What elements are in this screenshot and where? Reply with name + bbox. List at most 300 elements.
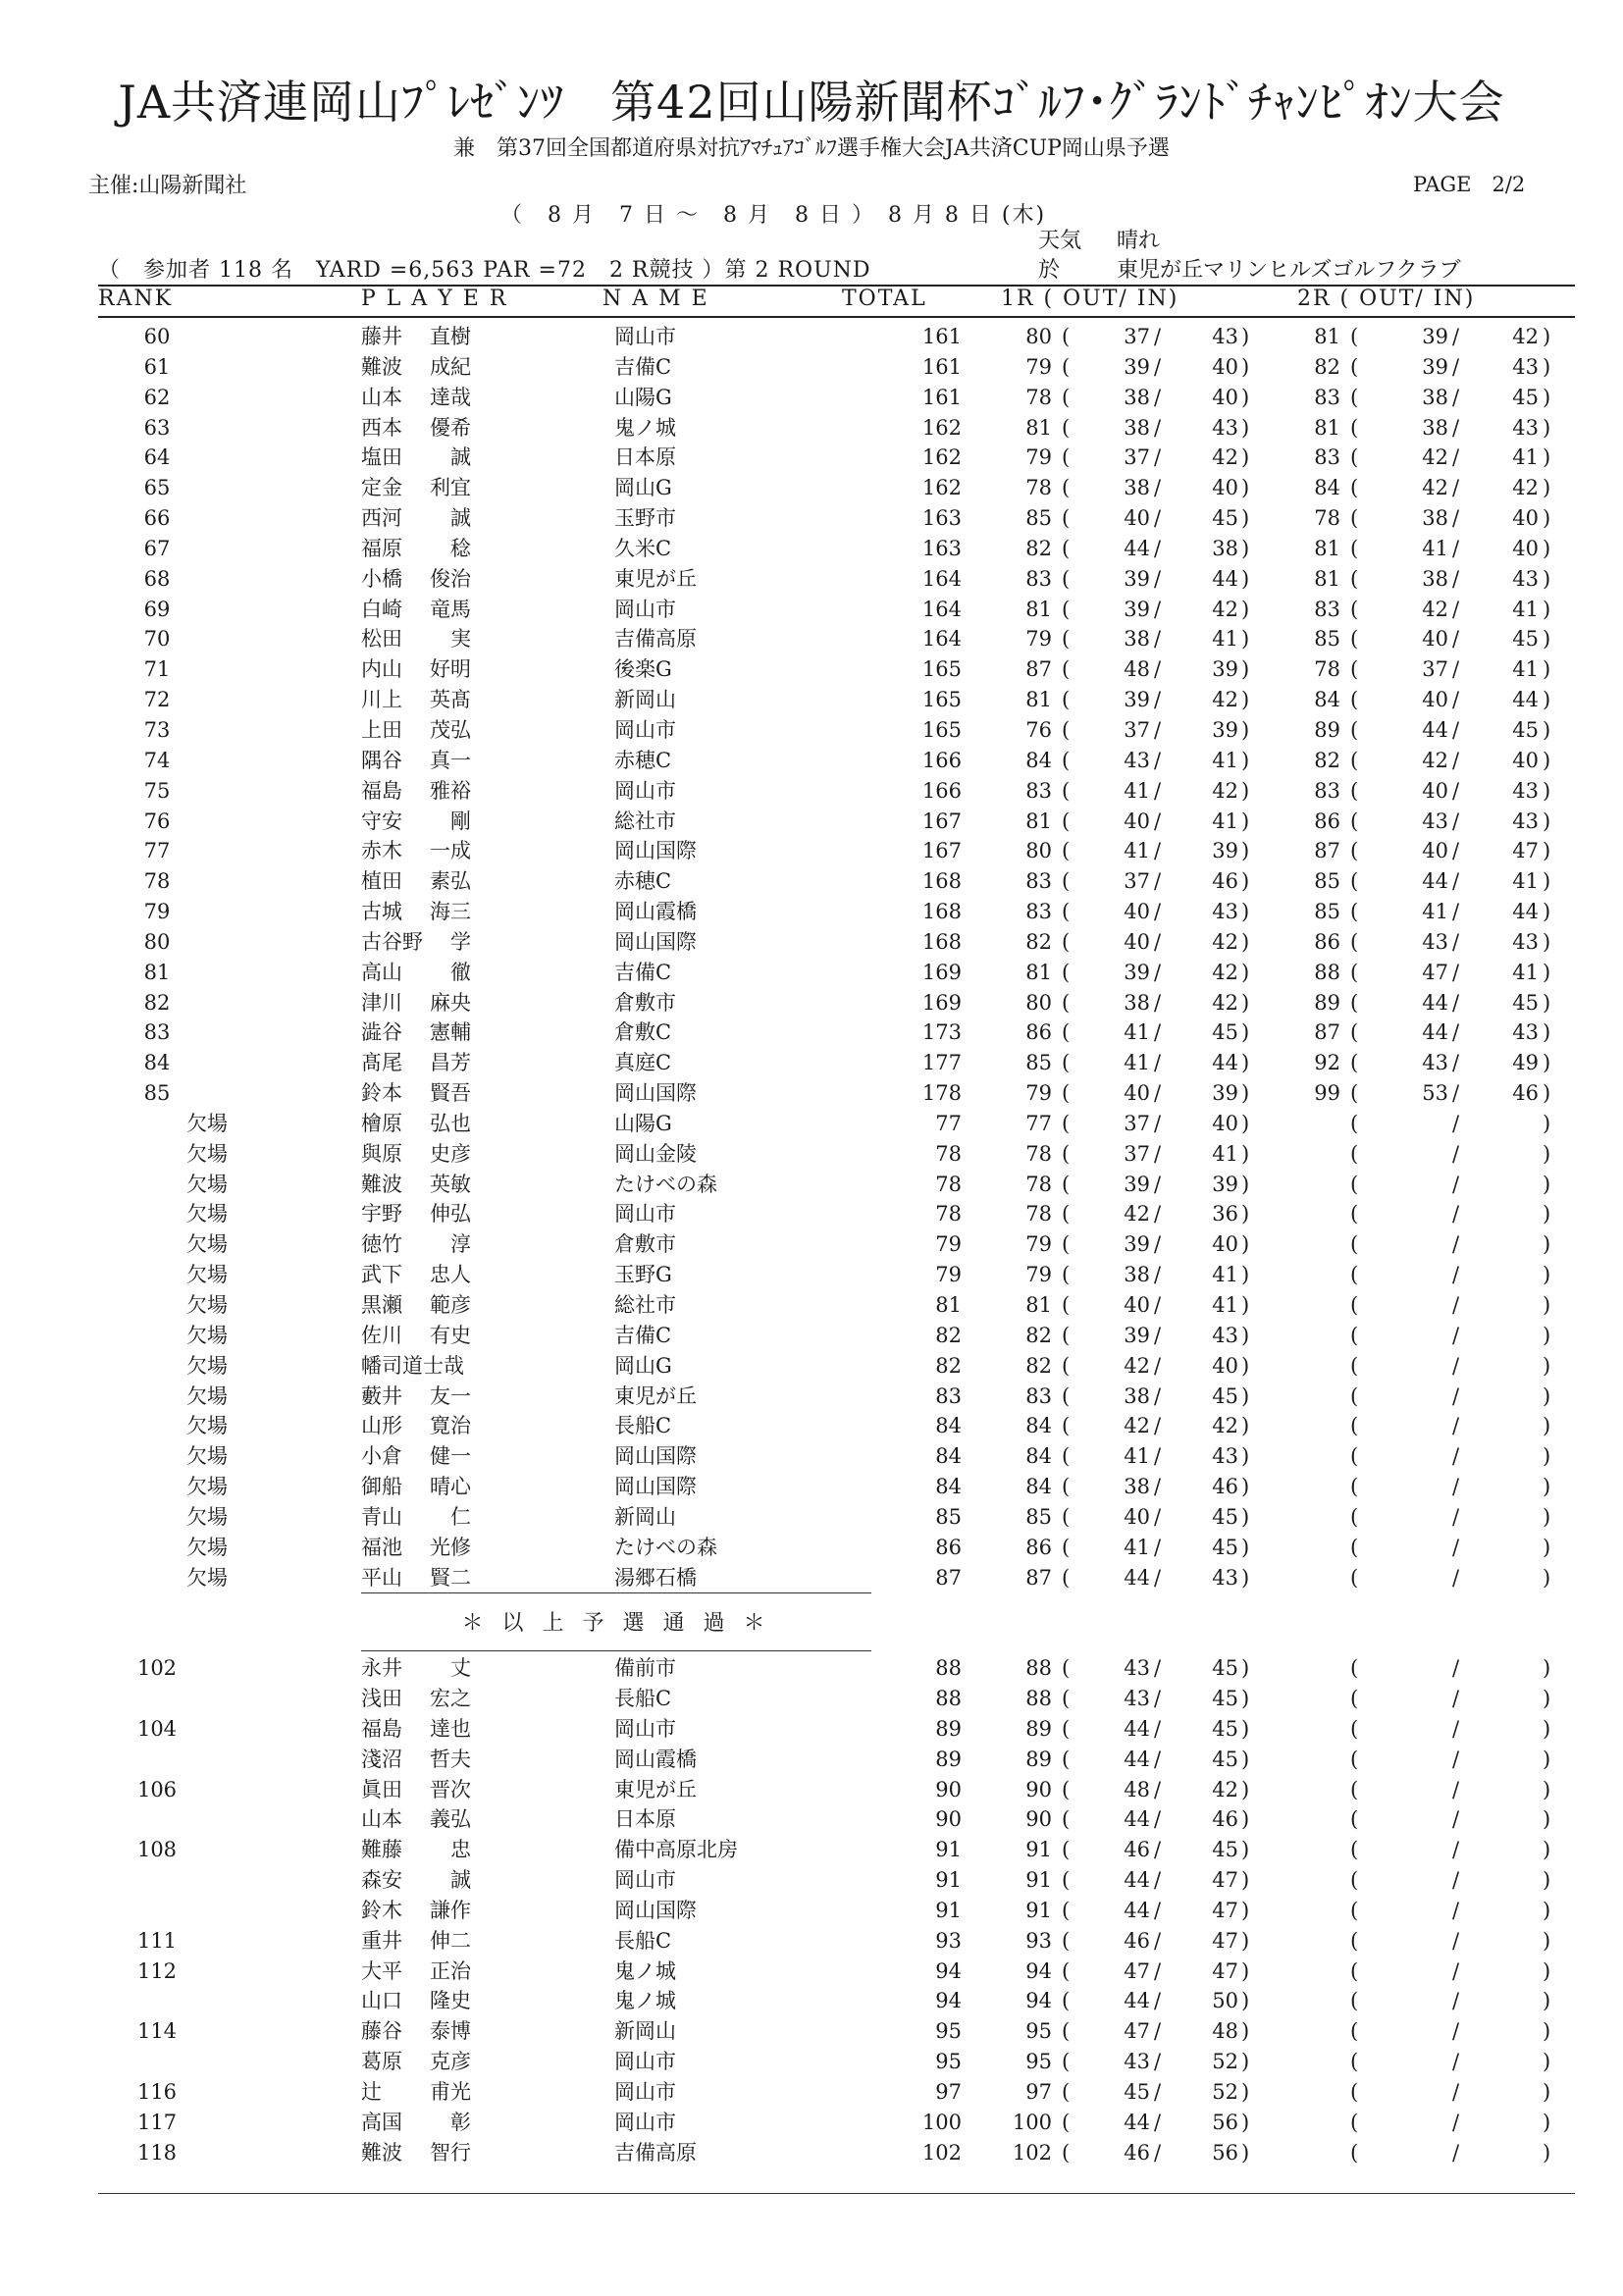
round1-in: 38 <box>1212 536 1238 560</box>
player-last-name: 幡司道士哉 <box>361 1353 464 1378</box>
player-first-name: 賢吾 <box>430 1081 471 1106</box>
round1-close-paren: ) <box>1241 1232 1250 1257</box>
round2-open-paren: ( <box>1350 688 1359 712</box>
round2-open-paren: ( <box>1350 657 1359 682</box>
round1-out: 39 <box>1124 597 1150 621</box>
round1-open-paren: ( <box>1062 385 1071 409</box>
player-first-name: 友一 <box>430 1383 471 1408</box>
round1-open-paren: ( <box>1062 990 1071 1015</box>
round1-score: 85 <box>1025 1504 1052 1529</box>
round1-in: 40 <box>1212 476 1238 500</box>
player-last-name: 與原 <box>361 1141 402 1166</box>
rank-cell: 85 <box>143 1081 171 1106</box>
round1-in: 41 <box>1212 1141 1238 1166</box>
venue-prefix: 於 <box>1038 258 1061 283</box>
round1-score: 97 <box>1025 2079 1052 2104</box>
player-last-name: 定金 <box>361 476 402 500</box>
rank-cell: 78 <box>143 869 171 894</box>
round2-close-paren: ) <box>1543 1747 1551 1771</box>
round1-open-paren: ( <box>1062 929 1071 954</box>
player-first-name: 優希 <box>430 415 471 440</box>
rank-cell: 65 <box>143 476 171 500</box>
round2-close-paren: ) <box>1543 929 1551 954</box>
table-row <box>0 413 1623 444</box>
round2-slash: / <box>1452 839 1460 863</box>
table-header <box>0 287 1623 316</box>
round1-in: 42 <box>1212 929 1238 954</box>
round1-in: 46 <box>1212 1807 1238 1832</box>
table-row <box>0 1382 1623 1412</box>
round2-out: 37 <box>1422 657 1448 682</box>
player-last-name: 西本 <box>361 415 402 440</box>
round1-slash: / <box>1154 778 1162 803</box>
round1-in: 46 <box>1212 869 1238 894</box>
round1-score: 90 <box>1025 1777 1052 1801</box>
rank-cell: 118 <box>136 2140 178 2165</box>
round1-out: 40 <box>1124 1081 1150 1106</box>
club-name: 山陽G <box>614 1111 672 1135</box>
status-cell: 欠場 <box>186 1565 228 1590</box>
table-row <box>0 1139 1623 1170</box>
round2-score: 85 <box>1314 627 1340 652</box>
round1-in: 39 <box>1212 839 1238 863</box>
round1-close-paren: ) <box>1241 2019 1250 2044</box>
round2-in: 43 <box>1512 778 1539 803</box>
round2-in: 41 <box>1512 960 1539 984</box>
player-last-name: 高山 <box>361 960 402 984</box>
round2-close-paren: ) <box>1543 1504 1551 1529</box>
total-score: 91 <box>935 1898 962 1922</box>
round2-slash: / <box>1452 2050 1460 2074</box>
player-first-name: 英敏 <box>430 1172 471 1196</box>
club-name: 新岡山 <box>614 688 676 712</box>
total-score: 102 <box>921 2140 962 2165</box>
club-name: 岡山G <box>614 1353 672 1378</box>
player-first-name: 俊治 <box>430 566 471 591</box>
table-row <box>0 927 1623 958</box>
document-title: JA共済連岡山ﾌﾟﾚｾﾞﾝﾂ 第42回山陽新聞杯ｺﾞﾙﾌ･ｸﾞﾗﾝﾄﾞﾁｬﾝﾋﾟｵﾝ大会 <box>118 76 1505 129</box>
player-first-name: 彰 <box>430 2110 471 2134</box>
round1-score: 79 <box>1025 1263 1052 1287</box>
round1-slash: / <box>1154 869 1162 894</box>
total-score: 78 <box>935 1141 962 1166</box>
club-name: 吉備C <box>614 1323 672 1347</box>
player-last-name: 葛原 <box>361 2050 402 2074</box>
round1-out: 44 <box>1124 1747 1150 1771</box>
round1-open-paren: ( <box>1062 1475 1071 1499</box>
round2-close-paren: ) <box>1543 385 1551 409</box>
round1-close-paren: ) <box>1241 476 1250 500</box>
round2-close-paren: ) <box>1543 1141 1551 1166</box>
venue: 東児が丘マリンヒルズゴルフクラブ <box>1117 258 1461 283</box>
status-cell: 欠場 <box>186 1232 228 1257</box>
round1-close-paren: ) <box>1241 1020 1250 1045</box>
round1-in: 45 <box>1212 506 1238 531</box>
round2-in: 40 <box>1512 748 1539 772</box>
player-last-name: 淺沼 <box>361 1747 402 1771</box>
round1-out: 38 <box>1124 1475 1150 1499</box>
player-first-name: 智行 <box>430 2140 471 2165</box>
round1-open-paren: ( <box>1062 1081 1071 1106</box>
round1-close-paren: ) <box>1241 325 1250 348</box>
round2-close-paren: ) <box>1543 2140 1551 2165</box>
round1-out: 38 <box>1124 1263 1150 1287</box>
round1-close-paren: ) <box>1241 1838 1250 1862</box>
rank-cell: 68 <box>143 566 171 591</box>
club-name: 岡山霞橋 <box>614 1747 697 1771</box>
club-name: 山陽G <box>614 385 672 409</box>
rank-cell: 71 <box>143 657 171 682</box>
player-last-name: 御船 <box>361 1475 402 1499</box>
round2-close-paren: ) <box>1543 1111 1551 1135</box>
round1-score: 89 <box>1025 1747 1052 1771</box>
round1-open-paren: ( <box>1062 1444 1071 1469</box>
round2-slash: / <box>1452 1504 1460 1529</box>
round1-slash: / <box>1154 1656 1162 1681</box>
round1-score: 78 <box>1025 1141 1052 1166</box>
total-score: 161 <box>921 354 962 379</box>
table-row <box>0 1048 1623 1078</box>
total-score: 164 <box>921 566 962 591</box>
round2-open-paren: ( <box>1350 506 1359 531</box>
player-last-name: 鈴本 <box>361 1081 402 1106</box>
player-first-name: 英髙 <box>430 688 471 712</box>
round1-in: 48 <box>1212 2019 1238 2044</box>
rank-cell: 102 <box>136 1656 178 1681</box>
round1-out: 39 <box>1124 960 1150 984</box>
player-first-name: 晋次 <box>430 1777 471 1801</box>
round1-score: 86 <box>1025 1535 1052 1559</box>
round1-open-paren: ( <box>1062 1656 1071 1681</box>
player-last-name: 守安 <box>361 809 402 833</box>
player-last-name: 古城 <box>361 900 402 924</box>
round2-in: 43 <box>1512 809 1539 833</box>
round2-score: 84 <box>1314 476 1340 500</box>
round1-open-paren: ( <box>1062 1414 1071 1438</box>
round1-slash: / <box>1154 1202 1162 1226</box>
round2-in: 41 <box>1512 597 1539 621</box>
round2-open-paren: ( <box>1350 717 1359 742</box>
player-last-name: 津川 <box>361 990 402 1015</box>
round2-score: 85 <box>1314 900 1340 924</box>
status-cell: 欠場 <box>186 1353 228 1378</box>
round2-in: 41 <box>1512 869 1539 894</box>
round2-slash: / <box>1452 1807 1460 1832</box>
round1-score: 90 <box>1025 1807 1052 1832</box>
round1-slash: / <box>1154 1928 1162 1953</box>
round1-in: 43 <box>1212 1444 1238 1469</box>
player-last-name: 徳竹 <box>361 1232 402 1257</box>
qualify-divider <box>0 1592 1623 1653</box>
rank-cell: 62 <box>143 385 171 409</box>
round1-in: 56 <box>1212 2110 1238 2134</box>
club-name: 東児が丘 <box>614 1383 697 1408</box>
round2-slash: / <box>1452 1293 1460 1317</box>
player-first-name: 正治 <box>430 1958 471 1983</box>
table-row <box>0 776 1623 807</box>
club-name: 吉備高原 <box>614 627 697 652</box>
rank-cell: 108 <box>136 1838 178 1862</box>
round2-out: 44 <box>1422 990 1448 1015</box>
round2-slash: / <box>1452 1111 1460 1135</box>
round2-close-paren: ) <box>1543 1444 1551 1469</box>
round2-open-paren: ( <box>1350 536 1359 560</box>
player-last-name: 重井 <box>361 1928 402 1953</box>
round2-open-paren: ( <box>1350 597 1359 621</box>
player-last-name: 山口 <box>361 1989 402 2013</box>
round1-score: 78 <box>1025 1172 1052 1196</box>
round1-open-paren: ( <box>1062 1020 1071 1045</box>
round2-slash: / <box>1452 1353 1460 1378</box>
table-row <box>0 1653 1623 1684</box>
round1-in: 42 <box>1212 778 1238 803</box>
round2-slash: / <box>1452 1656 1460 1681</box>
player-last-name: 川上 <box>361 688 402 712</box>
round1-close-paren: ) <box>1241 1565 1250 1590</box>
player-last-name: 上田 <box>361 717 402 742</box>
round2-open-paren: ( <box>1350 869 1359 894</box>
round2-close-paren: ) <box>1543 1202 1551 1226</box>
player-last-name: 佐川 <box>361 1323 402 1347</box>
player-last-name: 黒瀬 <box>361 1293 402 1317</box>
club-name: 吉備高原 <box>614 2140 697 2165</box>
round2-close-paren: ) <box>1543 869 1551 894</box>
round1-open-paren: ( <box>1062 536 1071 560</box>
round2-close-paren: ) <box>1543 1686 1551 1710</box>
round1-open-paren: ( <box>1062 717 1071 742</box>
player-last-name: 難藤 <box>361 1838 402 1862</box>
player-first-name: 弘也 <box>430 1111 471 1135</box>
round2-open-paren: ( <box>1350 809 1359 833</box>
round2-out: 40 <box>1422 839 1448 863</box>
total-score: 97 <box>935 2079 962 2104</box>
round1-score: 86 <box>1025 1020 1052 1045</box>
round2-close-paren: ) <box>1543 1172 1551 1196</box>
table-row <box>0 807 1623 837</box>
round1-in: 42 <box>1212 960 1238 984</box>
round2-out: 43 <box>1422 929 1448 954</box>
round2-close-paren: ) <box>1543 476 1551 500</box>
player-first-name: 学 <box>430 929 471 954</box>
round2-slash: / <box>1452 1323 1460 1347</box>
player-last-name: 山本 <box>361 1807 402 1832</box>
round2-in: 42 <box>1512 325 1539 348</box>
total-score: 164 <box>921 597 962 621</box>
round1-in: 39 <box>1212 657 1238 682</box>
player-first-name: 好明 <box>430 657 471 682</box>
round2-open-paren: ( <box>1350 1263 1359 1287</box>
round1-score: 102 <box>1012 2140 1052 2165</box>
player-last-name: 髙尾 <box>361 1051 402 1075</box>
round2-out: 40 <box>1422 627 1448 652</box>
round1-slash: / <box>1154 1747 1162 1771</box>
round1-out: 40 <box>1124 1504 1150 1529</box>
round2-close-paren: ) <box>1543 1051 1551 1075</box>
club-name: 玉野市 <box>614 506 676 531</box>
player-last-name: 平山 <box>361 1565 402 1590</box>
round2-out: 41 <box>1422 900 1448 924</box>
player-first-name: 竜馬 <box>430 597 471 621</box>
table-row <box>0 322 1623 352</box>
round2-open-paren: ( <box>1350 385 1359 409</box>
round1-in: 43 <box>1212 1565 1238 1590</box>
organizer: 主催:山陽新聞社 <box>88 174 247 198</box>
round1-slash: / <box>1154 1686 1162 1710</box>
round2-out: 38 <box>1422 415 1448 440</box>
round1-open-paren: ( <box>1062 1111 1071 1135</box>
round2-slash: / <box>1452 2110 1460 2134</box>
round1-out: 41 <box>1124 1444 1150 1469</box>
round1-out: 39 <box>1124 354 1150 379</box>
round1-close-paren: ) <box>1241 597 1250 621</box>
table-row <box>0 897 1623 927</box>
round1-score: 80 <box>1025 325 1052 348</box>
round2-close-paren: ) <box>1543 627 1551 652</box>
table-row <box>0 1957 1623 1987</box>
round1-close-paren: ) <box>1241 415 1250 440</box>
round1-out: 44 <box>1124 1898 1150 1922</box>
round2-slash: / <box>1452 1172 1460 1196</box>
round1-slash: / <box>1154 1565 1162 1590</box>
round1-in: 39 <box>1212 1172 1238 1196</box>
round2-close-paren: ) <box>1543 1928 1551 1953</box>
round1-close-paren: ) <box>1241 506 1250 531</box>
total-score: 84 <box>935 1475 962 1499</box>
round2-close-paren: ) <box>1543 2110 1551 2134</box>
player-last-name: 植田 <box>361 869 402 894</box>
round1-out: 44 <box>1124 1868 1150 1893</box>
table-row <box>0 1563 1623 1593</box>
round1-slash: / <box>1154 1323 1162 1347</box>
rank-cell: 82 <box>143 990 171 1015</box>
round1-close-paren: ) <box>1241 1475 1250 1499</box>
table-row <box>0 1321 1623 1351</box>
total-score: 166 <box>921 778 962 803</box>
total-score: 165 <box>921 657 962 682</box>
total-score: 162 <box>921 445 962 470</box>
round1-out: 39 <box>1124 688 1150 712</box>
round1-slash: / <box>1154 1111 1162 1135</box>
player-first-name: 海三 <box>430 900 471 924</box>
round2-score: 82 <box>1314 748 1340 772</box>
table-row <box>0 1411 1623 1441</box>
document-subtitle: 兼 第37回全国都道府県対抗ｱﾏﾁｭｱｺﾞﾙﾌ選手権大会JA共済CUP岡山県予選 <box>453 136 1170 161</box>
round1-close-paren: ) <box>1241 839 1250 863</box>
round1-score: 82 <box>1025 1323 1052 1347</box>
rank-cell: 114 <box>136 2019 178 2044</box>
player-first-name: 昌芳 <box>430 1051 471 1075</box>
club-name: 赤穂C <box>614 748 672 772</box>
rank-cell: 116 <box>136 2079 178 2104</box>
round1-close-paren: ) <box>1241 1777 1250 1801</box>
table-row <box>0 595 1623 625</box>
player-last-name: 赤木 <box>361 839 402 863</box>
club-name: 総社市 <box>614 809 676 833</box>
round1-score: 83 <box>1025 900 1052 924</box>
table-row <box>0 1290 1623 1321</box>
round1-slash: / <box>1154 325 1162 348</box>
round1-slash: / <box>1154 445 1162 470</box>
round2-out: 40 <box>1422 688 1448 712</box>
round1-slash: / <box>1154 415 1162 440</box>
round1-slash: / <box>1154 566 1162 591</box>
round1-slash: / <box>1154 688 1162 712</box>
round1-close-paren: ) <box>1241 2079 1250 2104</box>
round2-slash: / <box>1452 1565 1460 1590</box>
round1-slash: / <box>1154 717 1162 742</box>
player-last-name: 青山 <box>361 1504 402 1529</box>
round1-out: 46 <box>1124 1928 1150 1953</box>
round2-close-paren: ) <box>1543 657 1551 682</box>
round1-score: 88 <box>1025 1686 1052 1710</box>
round2-in: 45 <box>1512 385 1539 409</box>
round2-out: 42 <box>1422 748 1448 772</box>
round1-in: 42 <box>1212 990 1238 1015</box>
round2-open-paren: ( <box>1350 1656 1359 1681</box>
round1-close-paren: ) <box>1241 869 1250 894</box>
club-name: 東児が丘 <box>614 566 697 591</box>
round1-in: 47 <box>1212 1958 1238 1983</box>
round1-score: 82 <box>1025 929 1052 954</box>
round2-out: 39 <box>1422 354 1448 379</box>
round2-open-paren: ( <box>1350 1686 1359 1710</box>
player-first-name: 仁 <box>430 1504 471 1529</box>
round2-score: 84 <box>1314 688 1340 712</box>
club-name: 岡山国際 <box>614 1898 697 1922</box>
round2-open-paren: ( <box>1350 1504 1359 1529</box>
player-first-name: 義弘 <box>430 1807 471 1832</box>
round2-slash: / <box>1452 748 1460 772</box>
table-row <box>0 1804 1623 1835</box>
round1-in: 45 <box>1212 1656 1238 1681</box>
round2-close-paren: ) <box>1543 1414 1551 1438</box>
round2-out: 39 <box>1422 325 1448 348</box>
round1-slash: / <box>1154 1444 1162 1469</box>
player-first-name: 憲輔 <box>430 1020 471 1045</box>
round2-slash: / <box>1452 1958 1460 1983</box>
round1-slash: / <box>1154 1716 1162 1741</box>
round2-in: 42 <box>1512 476 1539 500</box>
round2-open-paren: ( <box>1350 354 1359 379</box>
player-first-name: 達哉 <box>430 385 471 409</box>
round2-close-paren: ) <box>1543 1293 1551 1317</box>
rank-cell: 106 <box>136 1777 178 1801</box>
round2-open-paren: ( <box>1350 325 1359 348</box>
round1-score: 95 <box>1025 2050 1052 2074</box>
round1-open-paren: ( <box>1062 325 1071 348</box>
club-name: 新岡山 <box>614 1504 676 1529</box>
round1-in: 42 <box>1212 597 1238 621</box>
round2-close-paren: ) <box>1543 1898 1551 1922</box>
round1-open-paren: ( <box>1062 1928 1071 1953</box>
player-last-name: 辻 <box>361 2079 382 2104</box>
round1-slash: / <box>1154 1051 1162 1075</box>
table-row <box>0 1018 1623 1048</box>
round2-score: 86 <box>1314 929 1340 954</box>
round2-open-paren: ( <box>1350 1747 1359 1771</box>
round2-slash: / <box>1452 960 1460 984</box>
round1-open-paren: ( <box>1062 1383 1071 1408</box>
round1-close-paren: ) <box>1241 929 1250 954</box>
player-last-name: 藪井 <box>361 1383 402 1408</box>
total-score: 91 <box>935 1838 962 1862</box>
total-score: 78 <box>935 1172 962 1196</box>
total-score: 82 <box>935 1353 962 1378</box>
total-score: 94 <box>935 1989 962 2013</box>
round2-out: 44 <box>1422 1020 1448 1045</box>
round2-score: 78 <box>1314 506 1340 531</box>
round1-out: 44 <box>1124 1565 1150 1590</box>
